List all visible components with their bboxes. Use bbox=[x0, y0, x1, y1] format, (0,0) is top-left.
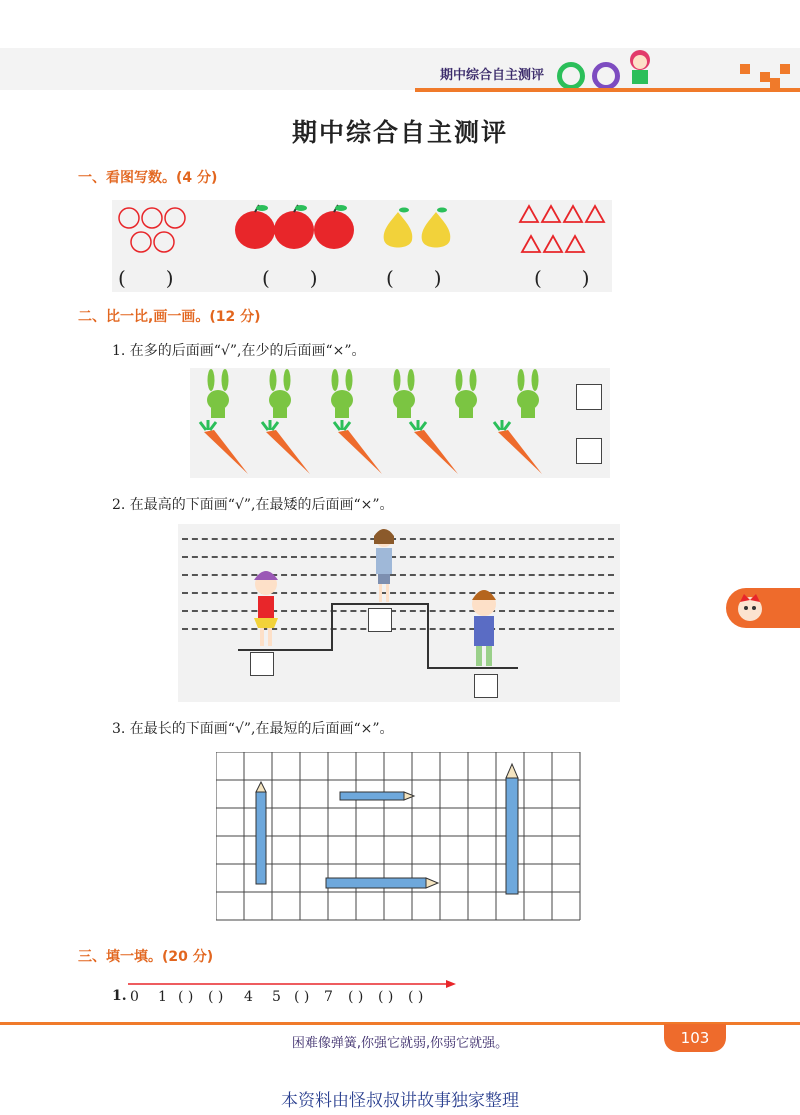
question-3-1-number: 1. bbox=[112, 988, 127, 1004]
purple-ring-icon bbox=[592, 62, 620, 90]
triangles-icon bbox=[520, 206, 604, 252]
carrot-icon bbox=[410, 420, 458, 474]
carrot-icon bbox=[334, 420, 382, 474]
girl-mascot-icon bbox=[622, 46, 658, 86]
girl-answer-box[interactable] bbox=[250, 652, 274, 676]
pencil-grid bbox=[216, 752, 582, 926]
girl-icon bbox=[254, 571, 278, 646]
number-line-label: 0 bbox=[130, 989, 139, 1005]
boy-answer-box[interactable] bbox=[474, 674, 498, 698]
cat-mascot-icon bbox=[734, 592, 766, 624]
number-line-label[interactable]: ( ) bbox=[294, 989, 310, 1005]
number-line-label[interactable]: ( ) bbox=[348, 989, 364, 1005]
circles-icon bbox=[119, 208, 185, 252]
rabbit-answer-box[interactable] bbox=[576, 384, 602, 410]
rabbit-icon bbox=[207, 369, 229, 418]
boy-icon bbox=[472, 590, 496, 666]
rabbit-icon bbox=[517, 369, 539, 418]
page-title: 期中综合自主测评 bbox=[291, 118, 508, 147]
number-line-label: 1 bbox=[158, 989, 167, 1005]
header-rule bbox=[415, 88, 800, 92]
rabbit-icon bbox=[331, 369, 353, 418]
carrot-icon bbox=[200, 420, 248, 474]
question-2-3: 3. 在最长的下面画“√”,在最短的后面画“×”。 bbox=[112, 721, 394, 737]
people-on-steps bbox=[178, 524, 620, 702]
question-2-2: 2. 在最高的下面画“√”,在最矮的后面画“×”。 bbox=[112, 497, 394, 513]
number-line-label[interactable]: ( ) bbox=[178, 989, 194, 1005]
running-title: 期中综合自主测评 bbox=[440, 68, 545, 83]
number-line-label: 4 bbox=[244, 989, 253, 1005]
answer-blank[interactable]: ( ) bbox=[118, 266, 174, 290]
carrot-answer-box[interactable] bbox=[576, 438, 602, 464]
counting-pictures bbox=[112, 200, 612, 270]
answer-blank[interactable]: ( ) bbox=[386, 266, 442, 290]
pears-icon bbox=[384, 208, 451, 248]
source-credit: 本资料由怪叔叔讲故事独家整理 bbox=[281, 1091, 519, 1111]
section2-heading: 二、比一比,画一画。(12 分) bbox=[78, 309, 261, 325]
number-line-label: 7 bbox=[324, 989, 333, 1005]
number-line-label[interactable]: ( ) bbox=[378, 989, 394, 1005]
apples-icon bbox=[235, 205, 354, 249]
rabbit-icon bbox=[455, 369, 477, 418]
green-ring-icon bbox=[557, 62, 585, 90]
section3-heading: 三、填一填。(20 分) bbox=[78, 949, 214, 965]
number-line-label: 5 bbox=[272, 989, 281, 1005]
section1-heading: 一、看图写数。(4 分) bbox=[78, 170, 218, 186]
rabbits-icon bbox=[207, 369, 539, 418]
header-band bbox=[0, 48, 800, 90]
check-pattern bbox=[740, 64, 750, 74]
footer-motto: 困难像弹簧,你强它就弱,你弱它就强。 bbox=[291, 1036, 509, 1051]
rabbit-icon bbox=[269, 369, 291, 418]
number-line-label[interactable]: ( ) bbox=[408, 989, 424, 1005]
arrow-icon bbox=[446, 980, 456, 988]
rabbit-icon bbox=[393, 369, 415, 418]
woman-icon bbox=[374, 529, 394, 602]
rabbits-and-carrots bbox=[190, 368, 570, 480]
woman-answer-box[interactable] bbox=[368, 608, 392, 632]
question-2-1: 1. 在多的后面画“√”,在少的后面画“×”。 bbox=[112, 343, 366, 359]
number-line-label[interactable]: ( ) bbox=[208, 989, 224, 1005]
carrots-icon bbox=[200, 420, 542, 474]
pencils-icon bbox=[256, 764, 518, 894]
answer-blank[interactable]: ( ) bbox=[262, 266, 318, 290]
carrot-icon bbox=[262, 420, 310, 474]
carrot-icon bbox=[494, 420, 542, 474]
page-number: 103 bbox=[664, 1024, 726, 1052]
answer-blank[interactable]: ( ) bbox=[534, 266, 590, 290]
